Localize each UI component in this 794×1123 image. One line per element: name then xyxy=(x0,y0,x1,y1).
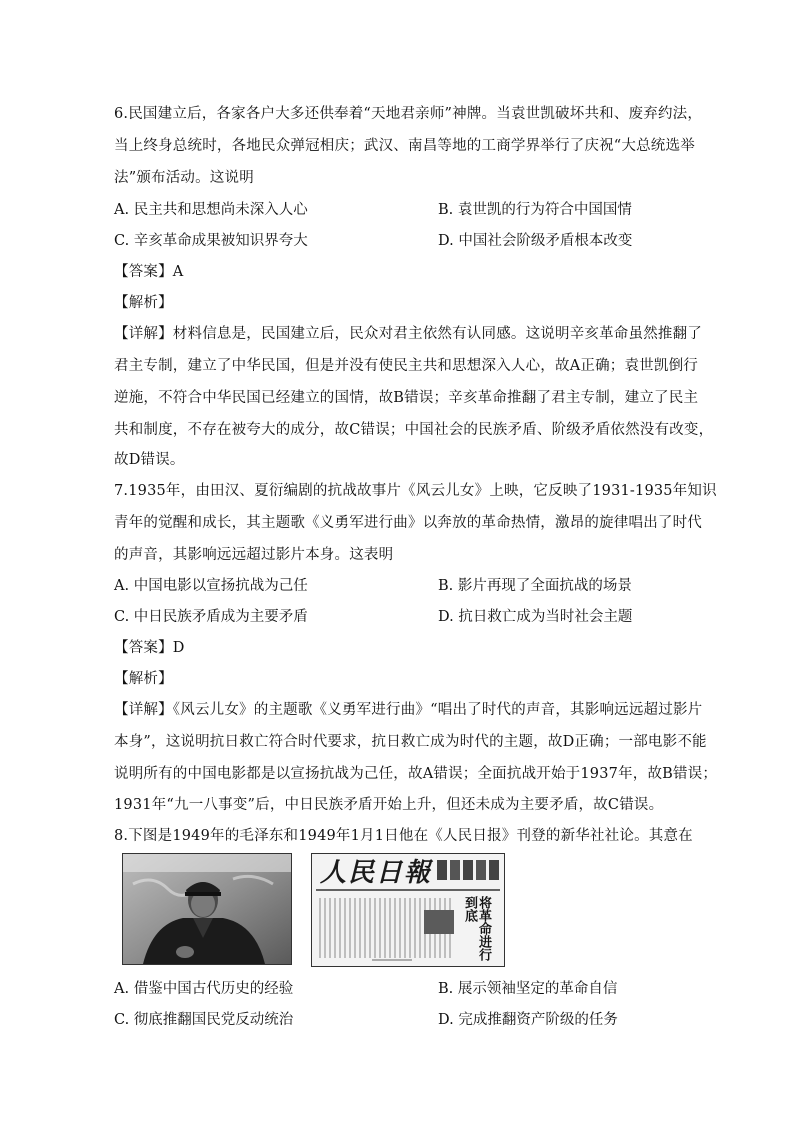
q6-stem-line-1: 6.民国建立后，各家各户大多还供奉着“天地君亲师”神牌。当袁世凯破坏共和、废弃约法， xyxy=(114,106,703,122)
q6-stem-line-3: 法”颁布活动。这说明 xyxy=(114,170,254,186)
q7-option-c: C. 中日民族矛盾成为主要矛盾 xyxy=(114,609,308,625)
q8-option-d: D. 完成推翻资产阶级的任务 xyxy=(438,1012,618,1028)
q7-option-d: D. 抗日救亡成为当时社会主题 xyxy=(438,609,633,625)
q7-detail-line-4: 1931年“九一八事变”后，中日民族矛盾开始上升，但还未成为主要矛盾，故C错误。 xyxy=(114,797,664,813)
q8-option-b: B. 展示领袖坚定的革命自信 xyxy=(438,981,618,997)
q7-detail-line-3: 说明所有的中国电影都是以宣扬抗战为己任，故A错误；全面抗战开始于1937年，故B错误； xyxy=(114,766,718,782)
newspaper-headline: 将革命进行到底 xyxy=(462,896,491,961)
q6-option-c: C. 辛亥革命成果被知识界夸大 xyxy=(114,233,308,249)
peoples-daily-newspaper-image xyxy=(311,853,505,967)
q7-analysis-label: 【解析】 xyxy=(114,671,173,687)
q7-detail-line-2: 本身”，这说明抗日救亡符合时代要求，抗日救亡成为时代的主题，故D正确；一部电影不能 xyxy=(114,734,707,750)
mao-photo-illustration xyxy=(123,854,291,964)
q6-answer: 【答案】A xyxy=(114,264,184,280)
q7-stem-line-1: 7.1935年，由田汉、夏衍编剧的抗战故事片《风云儿女》上映，它反映了1931-1935年知识 xyxy=(114,483,717,499)
q6-option-d: D. 中国社会阶级矛盾根本改变 xyxy=(438,233,633,249)
q6-detail-line-4: 共和制度，不存在被夸大的成分，故C错误；中国社会的民族矛盾、阶级矛盾依然没有改变， xyxy=(114,422,714,438)
q8-option-c: C. 彻底推翻国民党反动统治 xyxy=(114,1012,294,1028)
q7-option-a: A. 中国电影以宣扬抗战为己任 xyxy=(114,578,308,594)
q6-detail-line-5: 故D错误。 xyxy=(114,452,185,468)
newspaper-masthead: 人民日報 xyxy=(320,858,433,888)
q6-detail-line-2: 君主专制，建立了中华民国，但是并没有使民主共和思想深入人心，故A正确；袁世凯倒行 xyxy=(114,358,698,374)
q6-option-b: B. 袁世凯的行为符合中国国情 xyxy=(438,202,632,218)
q7-stem-line-3: 的声音，其影响远远超过影片本身。这表明 xyxy=(114,547,394,563)
q6-detail-line-1: 【详解】材料信息是，民国建立后，民众对君主依然有认同感。这说明辛亥革命虽然推翻了 xyxy=(114,326,702,342)
q6-stem-line-2: 当上终身总统时，各地民众弹冠相庆；武汉、南昌等地的工商学界举行了庆祝“大总统选举 xyxy=(114,138,695,154)
mao-photo xyxy=(122,853,292,965)
q8-stem-line-1: 8.下图是1949年的毛泽东和1949年1月1日他在《人民日报》刊登的新华社社论。其意在 xyxy=(114,828,693,844)
q6-option-a: A. 民主共和思想尚未深入人心 xyxy=(114,202,308,218)
q6-analysis-label: 【解析】 xyxy=(114,295,173,311)
q7-detail-line-1: 【详解】《风云儿女》的主题歌《义勇军进行曲》“唱出了时代的声音，其影响远远超过影片 xyxy=(114,702,703,718)
q7-option-b: B. 影片再现了全面抗战的场景 xyxy=(438,578,632,594)
q7-stem-line-2: 青年的觉醒和成长，其主题歌《义勇军进行曲》以奔放的革命热情，激昂的旋律唱出了时代 xyxy=(114,515,702,531)
q8-option-a: A. 借鉴中国古代历史的经验 xyxy=(114,981,294,997)
q6-detail-line-3: 逆施，不符合中华民国已经建立的国情，故B错误；辛亥革命推翻了君主专制，建立了民主 xyxy=(114,390,699,406)
q7-answer: 【答案】D xyxy=(114,640,185,656)
